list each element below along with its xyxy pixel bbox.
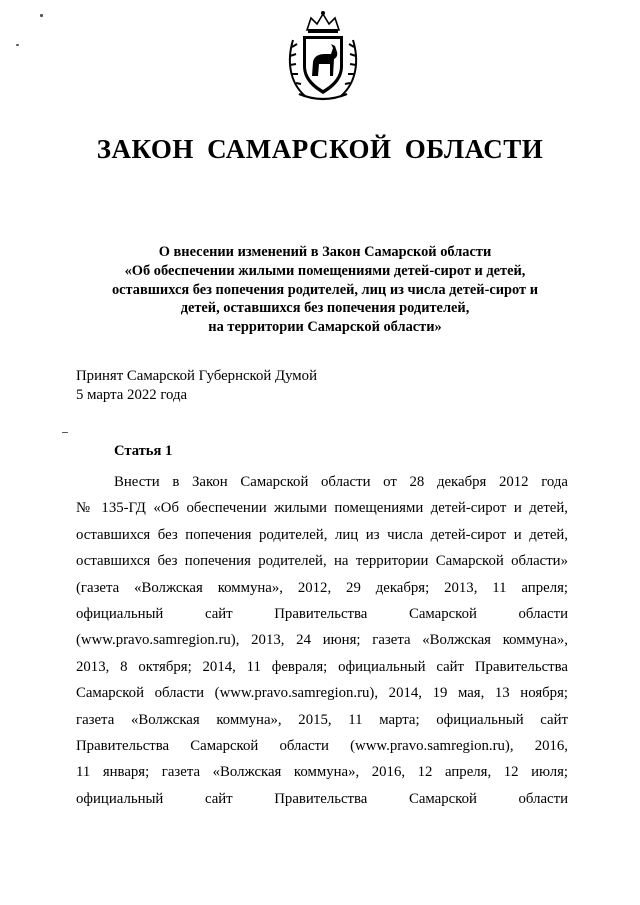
body-line: (www.pravo.samregion.ru), 2013, 24 июня; газета «Волжская коммуна», (76, 632, 568, 649)
body-line: Самарской области (www.pravo.samregion.ru), 2014, 19 мая, 13 ноября; (76, 685, 568, 702)
adopted-by: Принят Самарской Губернской Думой (76, 368, 317, 384)
subject-line: оставшихся без попечения родителей, лиц из числа детей-сирот и (111, 281, 539, 298)
law-subject (80, 243, 570, 337)
body-line: № 135-ГД «Об обеспечении жилыми помещениями детей-сирот и детей, (76, 500, 568, 517)
article-body (76, 469, 568, 812)
body-line: газета «Волжская коммуна», 2015, 11 марта; официальный сайт (76, 711, 568, 728)
adoption-info (76, 367, 317, 405)
subject-line: О внесении изменений в Закон Самарской области (158, 244, 492, 260)
adopted-date: 5 марта 2022 года (76, 387, 188, 403)
subject-line: на территории Самарской области» (208, 319, 442, 336)
scan-speck (62, 432, 68, 433)
scan-speck (16, 44, 19, 46)
subject-line: детей, оставшихся без попечения родителей, (180, 300, 470, 317)
scan-speck (40, 14, 43, 17)
samara-coat-of-arms-icon (285, 10, 361, 102)
body-line: (газета «Волжская коммуна», 2012, 29 декабря; 2013, 11 апреля; (76, 579, 568, 596)
body-line: официальный сайт Правительства Самарской области (76, 605, 568, 622)
body-line: оставшихся без попечения родителей, на территории Самарской области» (76, 553, 568, 570)
body-line: 11 января; газета «Волжская коммуна», 2016, 12 апреля, 12 июля; (76, 764, 568, 781)
body-line: официальный сайт Правительства Самарской области (76, 790, 568, 807)
law-title: ЗАКОН САМАРСКОЙ ОБЛАСТИ (96, 134, 544, 164)
subject-line: «Об обеспечении жилыми помещениями детей-сирот и детей, (124, 262, 526, 279)
body-line: Правительства Самарской области (www.pravo.samregion.ru), 2016, (76, 737, 568, 754)
article-heading: Статья 1 (114, 443, 173, 459)
body-line: 2013, 8 октября; 2014, 11 февраля; официальный сайт Правительства (76, 658, 568, 675)
body-line: Внести в Закон Самарской области от 28 декабря 2012 года (114, 474, 568, 490)
body-line: оставшихся без попечения родителей, лиц из числа детей-сирот и детей, (76, 526, 568, 543)
